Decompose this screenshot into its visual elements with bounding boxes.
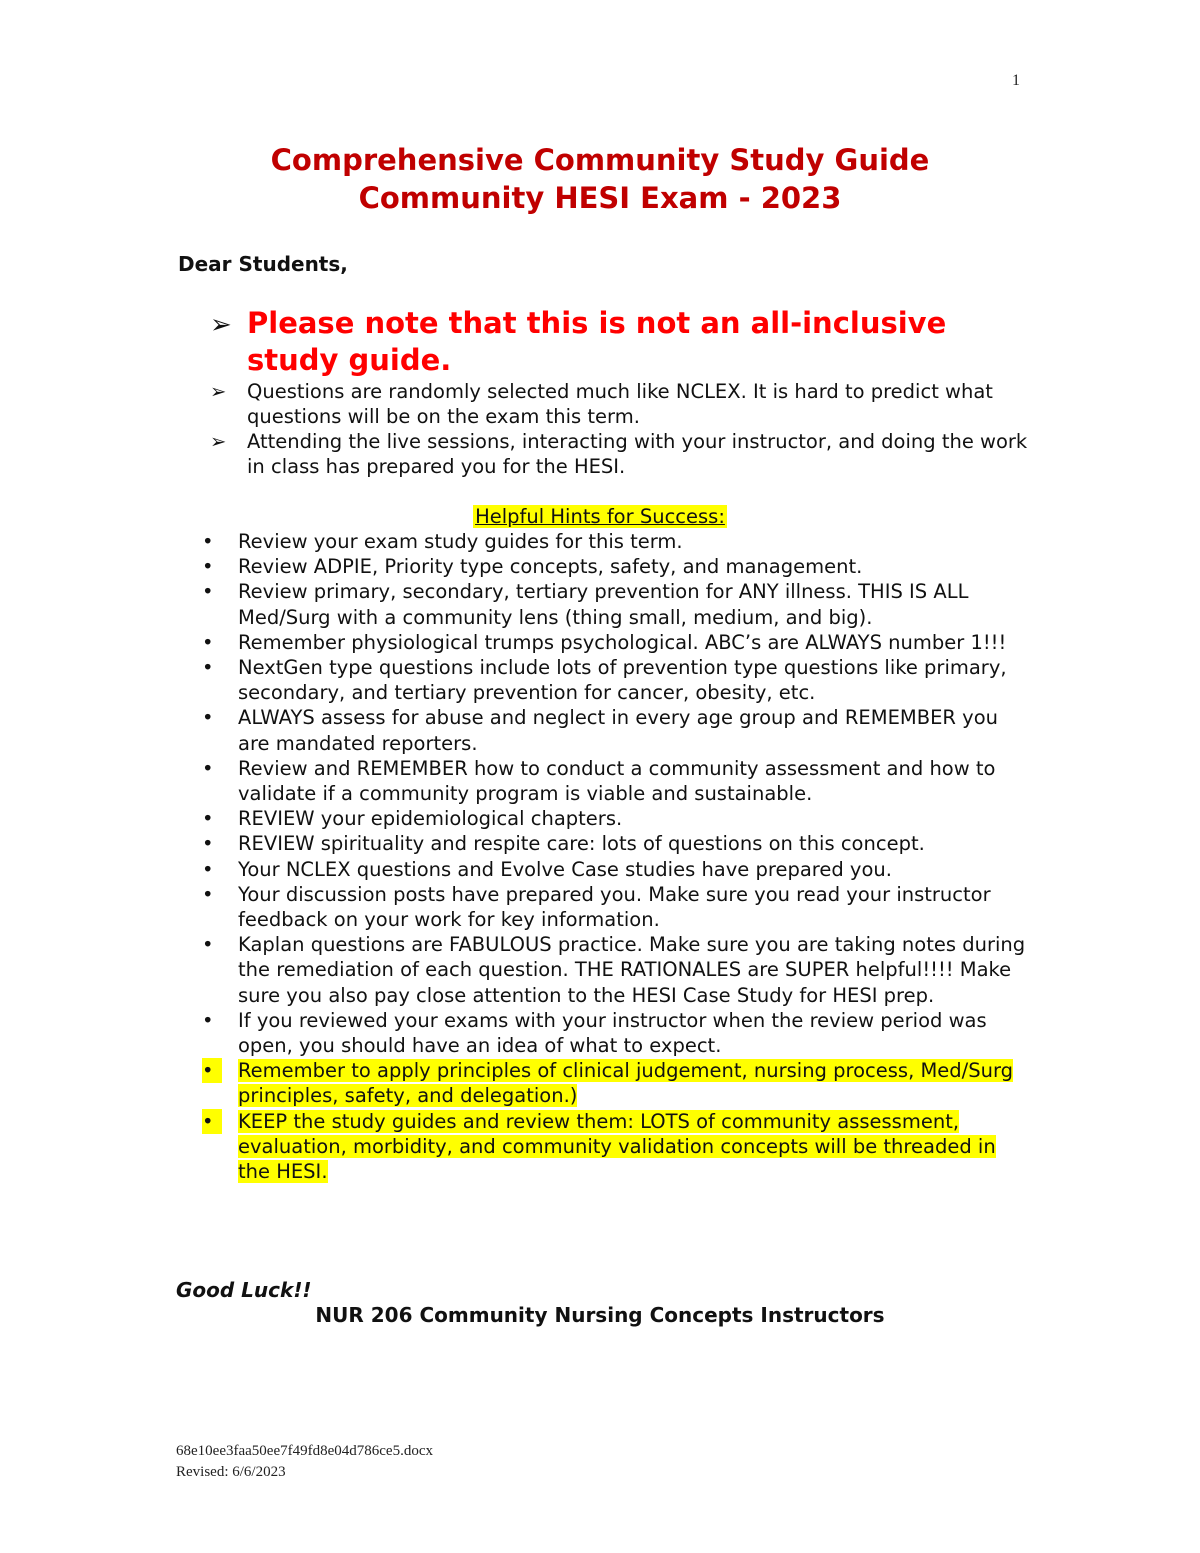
bullet-icon: • — [202, 656, 214, 680]
hint-text: Remember physiological trumps psychological. ABC’s are ALWAYS number 1!!! — [238, 630, 1007, 654]
hint-item — [202, 831, 1032, 856]
hint-text: Review and REMEMBER how to conduct a community assessment and how to validate if a community program is viable and sustainable. — [238, 756, 996, 806]
footer-filename: 68e10ee3faa50ee7f49fd8e04d786ce5.docx — [176, 1443, 433, 1459]
bullet-icon: • — [202, 706, 214, 730]
bullet-icon: • — [202, 1008, 214, 1032]
hint-item — [202, 1008, 1032, 1058]
note-text: Please note that this is not an all-inclusive study guide. — [247, 306, 947, 377]
note-text: Attending the live sessions, interacting with your instructor, and doing the work in class has prepared you for the HESI. — [247, 430, 1028, 478]
hint-item — [202, 806, 1032, 831]
arrow-bullet-icon: ➢ — [210, 430, 227, 453]
note-item — [210, 305, 1030, 379]
hint-text: ALWAYS assess for abuse and neglect in every age group and REMEMBER you are mandated reporters. — [238, 706, 998, 755]
bullet-icon: • — [202, 530, 214, 553]
hint-item-highlighted — [202, 1109, 1032, 1185]
signature: NUR 206 Community Nursing Concepts Instructors — [315, 1303, 885, 1327]
hint-text: Review primary, secondary, tertiary prevention for ANY illness. THIS IS ALL Med/Surg with a community lens (thing small, medium, and big). — [238, 580, 969, 629]
note-item — [210, 379, 1030, 429]
footer-revised: Revised: 6/6/2023 — [176, 1464, 286, 1480]
hint-item — [202, 932, 1032, 1008]
hint-text: REVIEW spirituality and respite care: lots of questions on this concept. — [238, 832, 925, 856]
bullet-icon: • — [202, 807, 214, 831]
hint-item — [202, 705, 1032, 755]
hint-text: Your discussion posts have prepared you. Make sure you read your instructor feedback on your work for key information. — [238, 882, 991, 932]
hint-text: Review ADPIE, Priority type concepts, safety, and management. — [238, 555, 863, 579]
hint-item — [202, 882, 1032, 932]
hint-item — [202, 529, 1032, 554]
document-title-line-1: Comprehensive Community Study Guide — [270, 143, 930, 177]
hint-text: Review your exam study guides for this term. — [238, 530, 683, 553]
page-number: 1 — [1012, 72, 1020, 89]
hint-text: Your NCLEX questions and Evolve Case studies have prepared you. — [238, 857, 892, 881]
hint-text: NextGen type questions include lots of prevention type questions like primary, secondary, and tertiary prevention for cancer, obesity, etc. — [238, 656, 1007, 705]
hint-item — [202, 630, 1032, 655]
bullet-icon: • — [202, 555, 214, 579]
hint-item — [202, 579, 1032, 629]
bullet-icon: • — [202, 832, 214, 856]
bullet-icon: • — [202, 580, 214, 604]
hint-item — [202, 554, 1032, 579]
bullet-icon: • — [202, 756, 214, 780]
hint-item — [202, 756, 1032, 806]
note-item — [210, 429, 1030, 479]
closing: Good Luck!! — [176, 1278, 312, 1302]
note-text: Questions are randomly selected much like NCLEX. It is hard to predict what questions will be on the exam this term. — [247, 380, 993, 428]
bullet-icon: • — [202, 933, 214, 957]
bullet-icon: • — [202, 1109, 222, 1134]
bullet-icon: • — [202, 882, 214, 906]
bullet-icon: • — [202, 857, 214, 881]
document-title-line-2: Community HESI Exam - 2023 — [358, 181, 842, 215]
hint-text: If you reviewed your exams with your instructor when the review period was open, you should have an idea of what to expect. — [238, 1008, 987, 1058]
hint-item-highlighted — [202, 1058, 1032, 1108]
bullet-icon: • — [202, 1058, 222, 1083]
arrow-bullet-icon: ➢ — [210, 310, 232, 340]
greeting: Dear Students, — [178, 252, 348, 276]
notes-list — [210, 305, 1030, 479]
hint-text: Kaplan questions are FABULOUS practice. Make sure you are taking notes during the remediation of each question. THE RATIONALES are SUPER helpful!!!! Make sure you also pay close attention to the HESI Case Study for HESI prep. — [238, 933, 1026, 1007]
arrow-bullet-icon: ➢ — [210, 380, 227, 403]
hints-heading-text: Helpful Hints for Success: — [475, 505, 725, 528]
hint-text: KEEP the study guides and review them: LOTS of community assessment, evaluation, morbidity, and community validation concepts will be threaded in the HESI. — [238, 1109, 996, 1184]
hint-text: REVIEW your epidemiological chapters. — [238, 807, 623, 831]
hints-list — [202, 529, 1032, 1184]
hint-item — [202, 655, 1032, 705]
hints-heading — [0, 504, 1200, 529]
bullet-icon: • — [202, 630, 214, 654]
hint-item — [202, 857, 1032, 882]
hint-text: Remember to apply principles of clinical judgement, nursing process, Med/Surg principles, safety, and delegation.) — [238, 1059, 1014, 1108]
